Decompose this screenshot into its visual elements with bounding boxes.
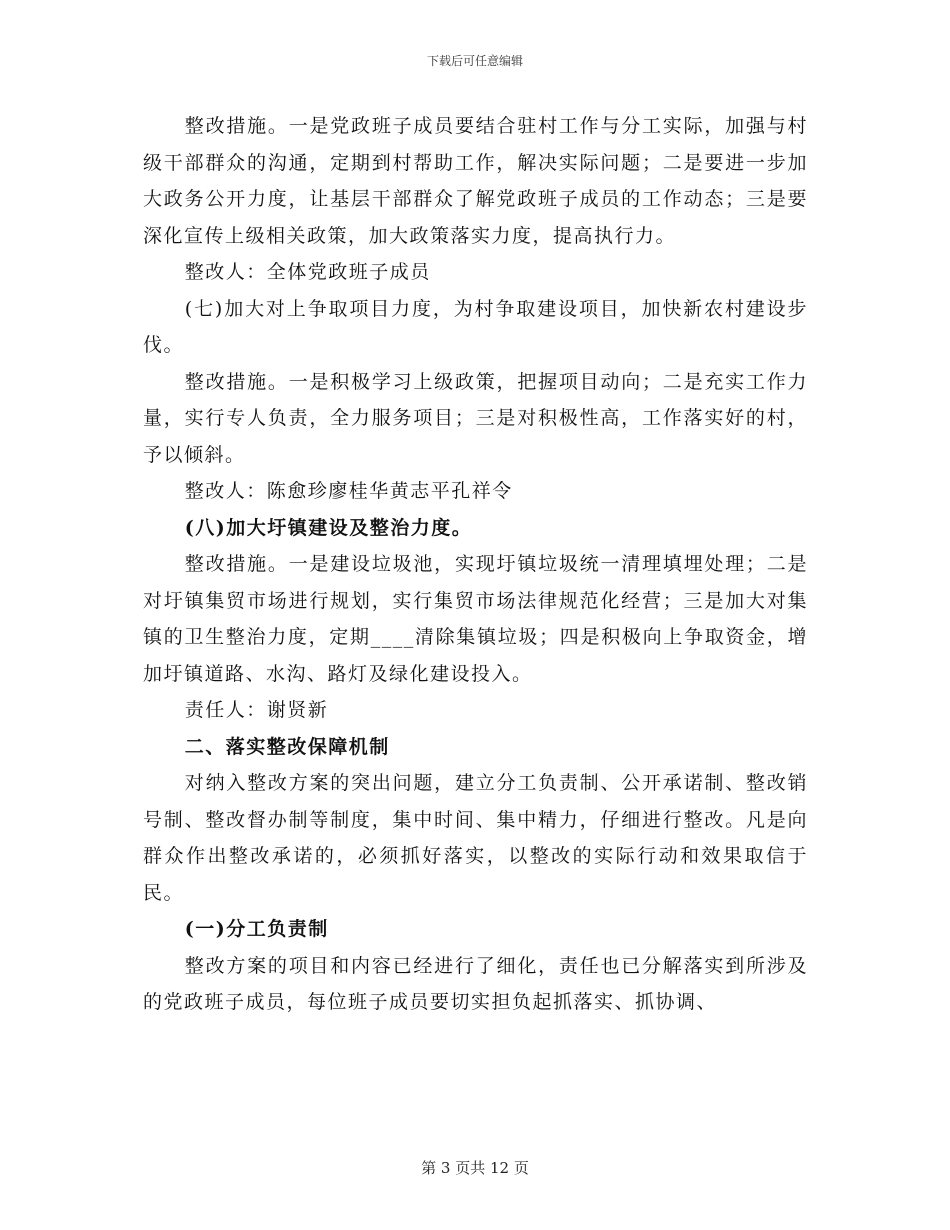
document-body [143, 108, 808, 1021]
paragraph-responsible-1: 整改人：全体党政班子成员 [184, 261, 431, 283]
subheading-division-responsibility: (一)分工负责制 [184, 918, 329, 940]
paragraph-responsible-2: 整改人：陈愈珍廖桂华黄志平孔祥令 [184, 480, 513, 502]
paragraph-measures-1: 整改措施。一是党政班子成员要结合驻村工作与分工实际，加强与村级干部群众的沟通，定期到村帮助工作，解决实际问题；二是要进一步加大政务公开力度，让基层干部群众了解党政班子成员的工作动态；三是要深化宣传上级相关政策，加大政策落实力度，提高执行力。 [143, 115, 808, 247]
paragraph-measures-3: 整改措施。一是建设垃圾池，实现圩镇垃圾统一清理填埋处理；二是对圩镇集贸市场进行规划，实行集贸市场法律规范化经营；三是加大对集镇的卫生整治力度，定期____清除集镇垃圾；四是积极向上争取资金，增加圩镇道路、水沟、路灯及绿化建设投入。 [143, 553, 808, 685]
page-footer-number: 第 3 页共 12 页 [421, 1159, 529, 1177]
paragraph-section-2-intro: 对纳入整改方案的突出问题，建立分工负责制、公开承诺制、整改销号制、整改督办制等制度，集中时间、集中精力，仔细进行整改。凡是向群众作出整改承诺的，必须抓好落实，以整改的实际行动和效果取信于民。 [143, 772, 808, 904]
paragraph-item-7: (七)加大对上争取项目力度，为村争取建设项目，加快新农村建设步伐。 [143, 297, 808, 356]
section-heading-2: 二、落实整改保障机制 [184, 735, 390, 758]
paragraph-measures-2: 整改措施。一是积极学习上级政策，把握项目动向；二是充实工作力量，实行专人负责，全力服务项目；三是对积极性高，工作落实好的村，予以倾斜。 [143, 370, 808, 466]
page-header-note: 下载后可任意编辑 [426, 54, 523, 68]
paragraph-responsible-3: 责任人：谢贤新 [184, 699, 329, 721]
paragraph-division-body: 整改方案的项目和内容已经进行了细化，责任也已分解落实到所涉及的党政班子成员，每位班子成员要切实担负起抓落实、抓协调、 [143, 954, 808, 1013]
heading-item-8: (八)加大圩镇建设及整治力度。 [184, 516, 473, 539]
